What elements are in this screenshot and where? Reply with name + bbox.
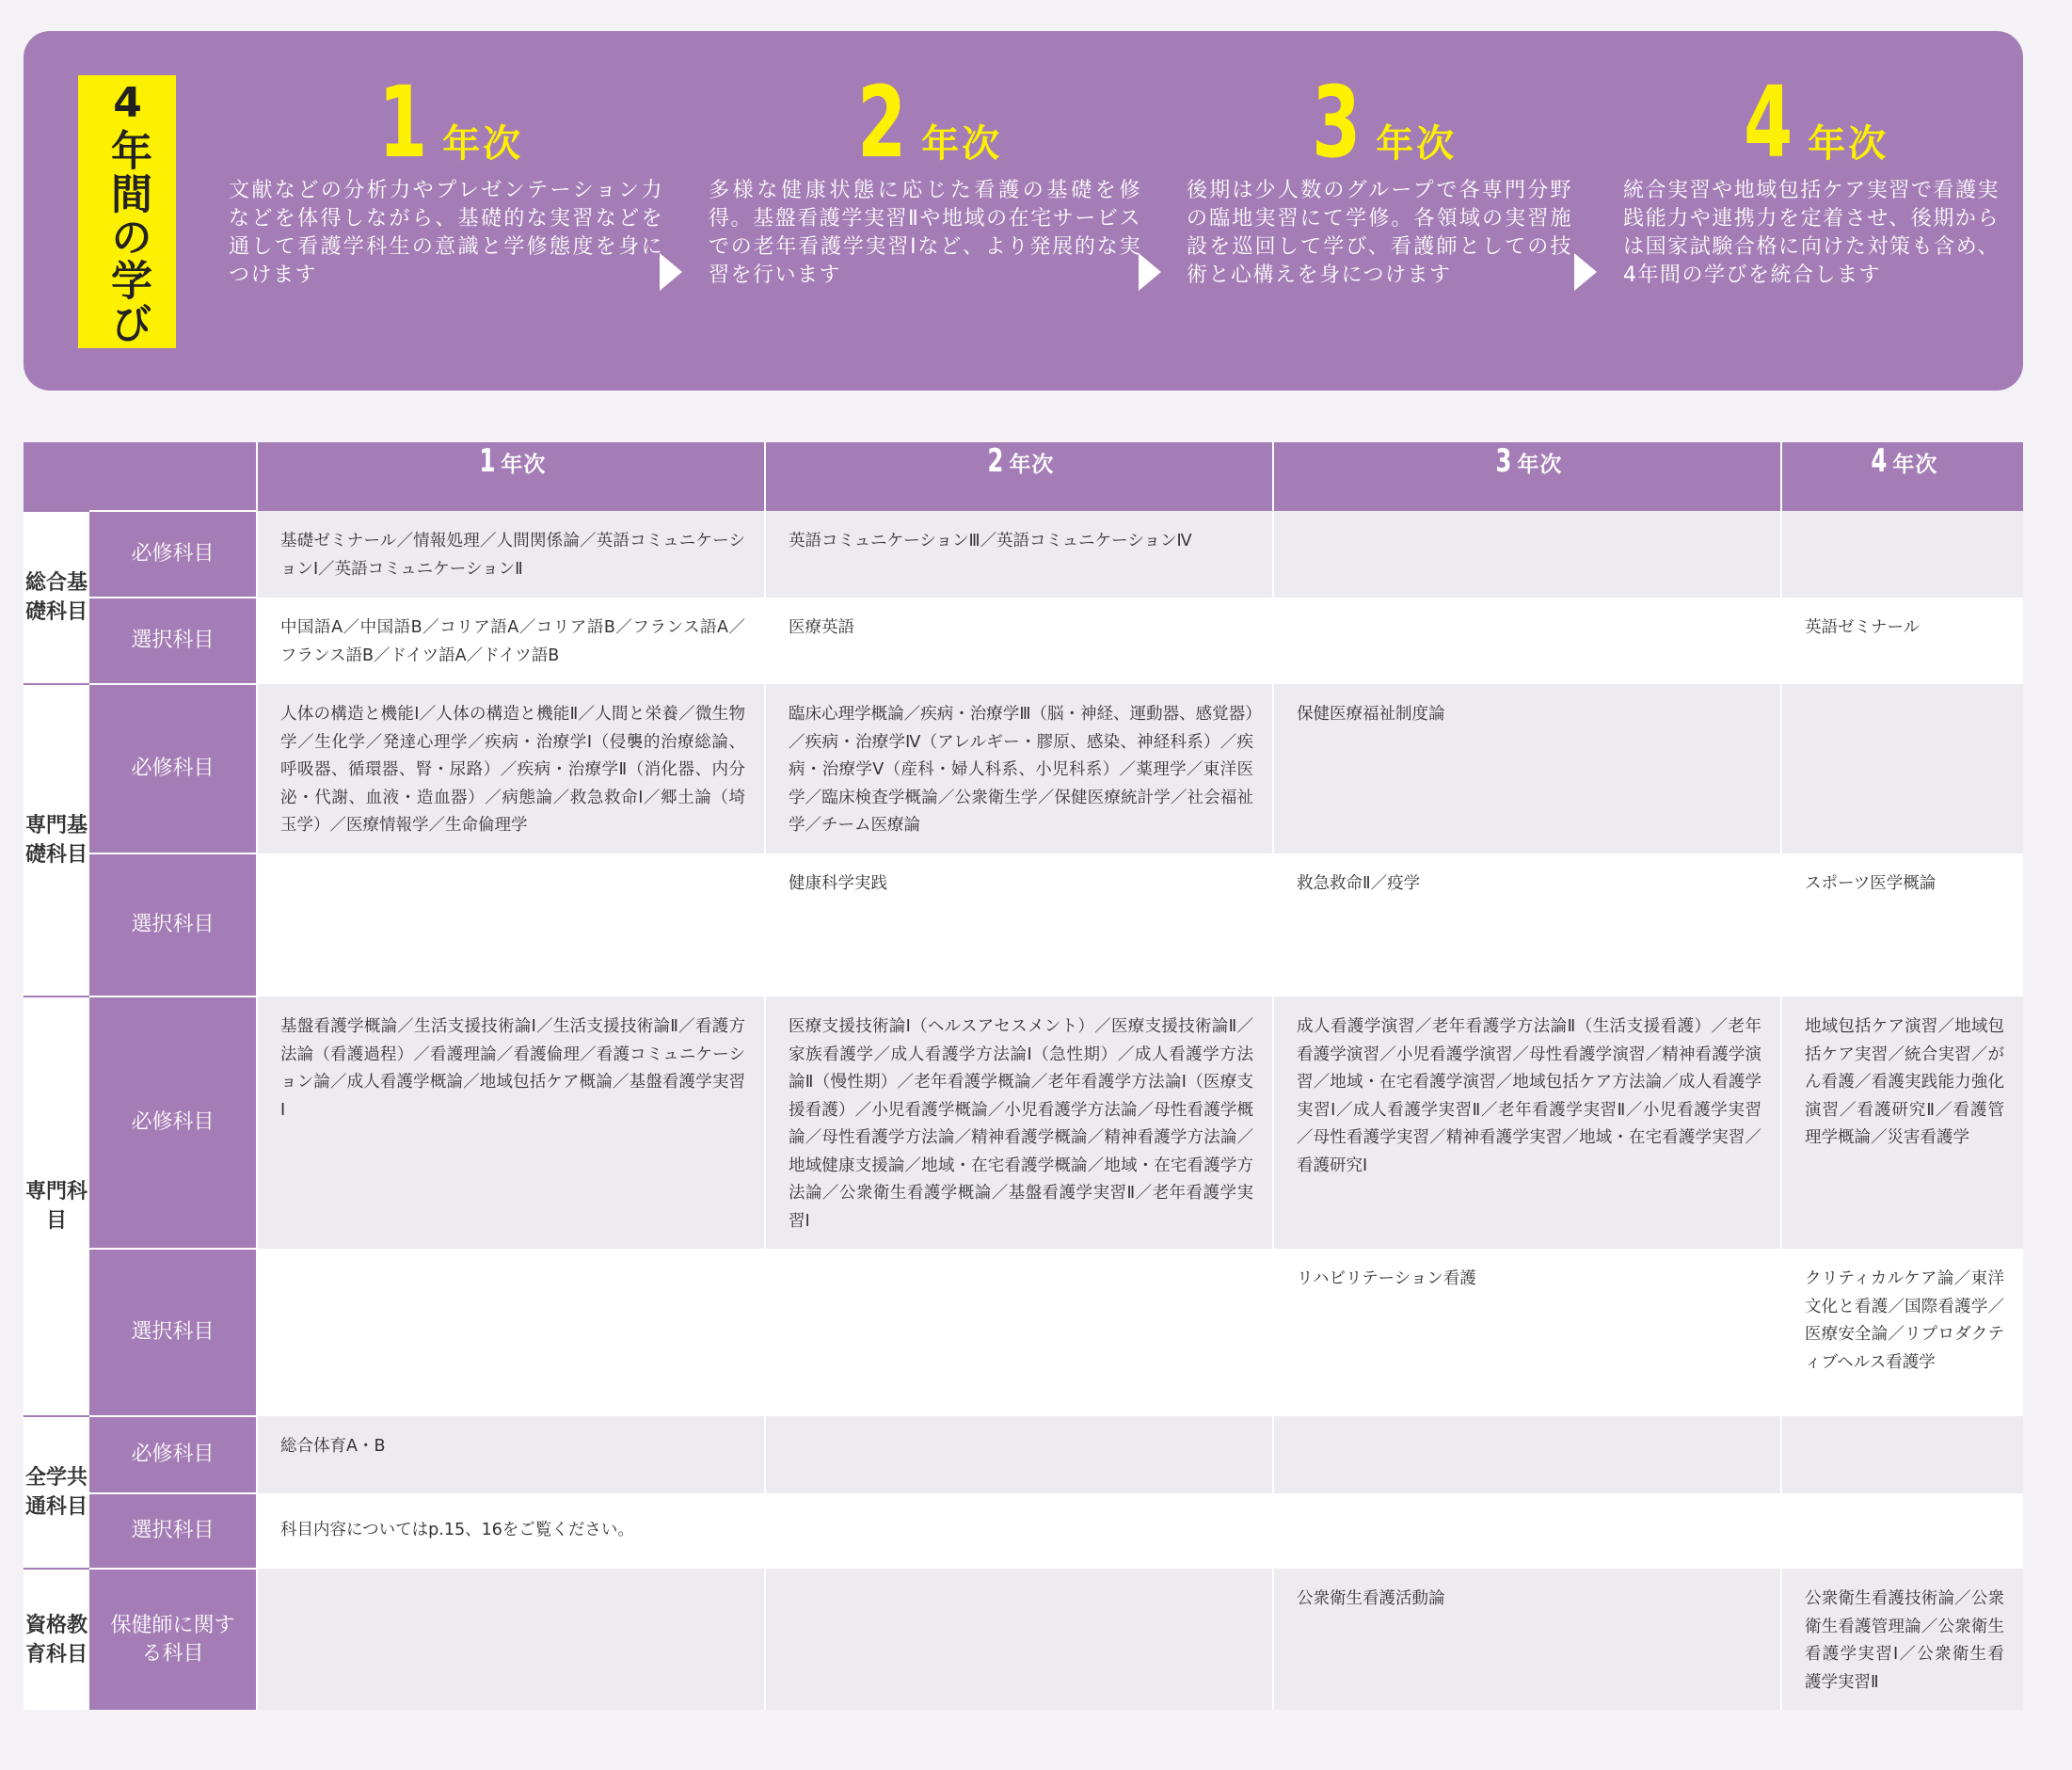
table-row (24, 1569, 2023, 1710)
learning-banner (24, 31, 2023, 391)
arrow-right-icon (1574, 253, 1597, 291)
course-cell: スポーツ医学概論 (1781, 853, 2023, 997)
course-cell: 総合体育A・B (257, 1416, 765, 1493)
elective-note: 科目内容についてはp.15、16をご覧ください。 (257, 1493, 2023, 1569)
course-cell: 保健医療福祉制度論 (1273, 684, 1781, 853)
year-1-summary (229, 65, 663, 290)
course-cell (765, 1416, 1273, 1493)
course-cell: 基盤看護学概論／生活支援技術論Ⅰ／生活支援技術論Ⅱ／看護方法論（看護過程）／看護理論／看護倫理／看護コミュニケーション論／成人看護学概論／地域包括ケア概論／基盤看護学実習Ⅰ (257, 997, 765, 1249)
type-elective: 選択科目 (89, 1493, 257, 1569)
table-row (24, 684, 2023, 853)
header-year-3: 3 年次 (1273, 442, 1781, 511)
year-description: 多様な健康状態に応じた看護の基礎を修得。基盤看護学実習Ⅱや地域の在宅サービスでの老年看護学実習Ⅰなど、より発展的な実習を行います (709, 179, 1141, 287)
year-4-summary (1623, 65, 2000, 290)
course-cell: 医療英語 (765, 598, 1273, 684)
course-cell (1273, 511, 1781, 598)
course-cell: 公衆衛生看護技術論／公衆衛生看護管理論／公衆衛生看護学実習Ⅰ／公衆衛生看護学実習Ⅱ (1781, 1569, 2023, 1710)
course-cell (257, 1249, 765, 1416)
course-cell (1273, 598, 1781, 684)
group-general-basic: 総合基礎科目 (24, 511, 89, 684)
year-2-summary (709, 65, 1141, 290)
header-year-4: 4 年次 (1781, 442, 2023, 511)
group-specialized-basic: 専門基礎科目 (24, 684, 89, 997)
year-description: 統合実習や地域包括ケア実習で看護実践能力や連携力を定着させ、後期からは国家試験合格に向けた対策も含め、4年間の学びを統合します (1623, 179, 2000, 287)
course-cell: 中国語A／中国語B／コリア語A／コリア語B／フランス語A／フランス語B／ドイツ語A／ドイツ語B (257, 598, 765, 684)
year-unit: 年次 (1376, 122, 1458, 166)
course-cell: 臨床心理学概論／疾病・治療学Ⅲ（脳・神経、運動器、感覚器）／疾病・治療学Ⅳ（アレルギー・膠原、感染、神経科系）／疾病・治療学Ⅴ（産科・婦人科系、小児科系）／薬理学／東洋医学／臨床検査学概論／公衆衛生学／保健医療統計学／社会福祉学／チーム医療論 (765, 684, 1273, 853)
course-cell: 人体の構造と機能Ⅰ／人体の構造と機能Ⅱ／人間と栄養／微生物学／生化学／発達心理学／疾病・治療学Ⅰ（侵襲的治療総論、呼吸器、循環器、腎・尿路）／疾病・治療学Ⅱ（消化器、内分泌・代謝、血液・造血器）／病態論／救急救命Ⅰ／郷土論（埼玉学）／医療情報学／生命倫理学 (257, 684, 765, 853)
year-unit: 年次 (442, 122, 524, 166)
course-cell: 基礎ゼミナール／情報処理／人間関係論／英語コミュニケーションⅠ／英語コミュニケーションⅡ (257, 511, 765, 598)
course-cell: 地域包括ケア演習／地域包括ケア実習／統合実習／がん看護／看護実践能力強化演習／看護研究Ⅱ／看護管理学概論／災害看護学 (1781, 997, 2023, 1249)
table-row (24, 1493, 2023, 1569)
year-3-summary (1187, 65, 1572, 290)
year-number: 1 (377, 65, 428, 180)
group-specialized: 専門科目 (24, 997, 89, 1416)
year-description: 文献などの分析力やプレゼンテーション力などを体得しながら、基礎的な実習などを通して看護学科生の意識と学修態度を身につけます (229, 179, 663, 287)
course-cell: リハビリテーション看護 (1273, 1249, 1781, 1416)
year-number: 2 (856, 65, 907, 180)
year-unit: 年次 (921, 122, 1003, 166)
group-qualification: 資格教育科目 (24, 1569, 89, 1710)
type-public-health-nurse: 保健師に関する科目 (89, 1569, 257, 1710)
year-unit: 年次 (1808, 122, 1889, 166)
type-elective: 選択科目 (89, 1249, 257, 1416)
course-cell (257, 853, 765, 997)
table-row (24, 853, 2023, 997)
header-blank (24, 442, 257, 511)
course-cell: 医療支援技術論Ⅰ（ヘルスアセスメント）／医療支援技術論Ⅱ／家族看護学／成人看護学方法論Ⅰ（急性期）／成人看護学方法論Ⅱ（慢性期）／老年看護学概論／老年看護学方法論Ⅰ（医療支援看護）／小児看護学概論／小児看護学方法論／母性看護学概論／母性看護学方法論／精神看護学概論／精神看護学方法論／地域健康支援論／地域・在宅看護学概論／地域・在宅看護学方法論／公衆衛生看護学概論／基盤看護学実習Ⅱ／老年看護学実習Ⅰ (765, 997, 1273, 1249)
table-row (24, 511, 2023, 598)
course-cell (765, 1569, 1273, 1710)
year-number: 3 (1311, 65, 1362, 180)
course-cell: 公衆衛生看護活動論 (1273, 1569, 1781, 1710)
header-row (24, 442, 2023, 511)
year-number: 4 (1743, 65, 1793, 180)
arrow-right-icon (1139, 253, 1161, 291)
course-cell: 救急救命Ⅱ／疫学 (1273, 853, 1781, 997)
type-elective: 選択科目 (89, 598, 257, 684)
badge-label: 4年間の学び (104, 78, 151, 345)
type-required: 必修科目 (89, 997, 257, 1249)
type-required: 必修科目 (89, 1416, 257, 1493)
header-year-2: 2 年次 (765, 442, 1273, 511)
table-row (24, 1249, 2023, 1416)
course-cell (1781, 684, 2023, 853)
four-years-badge (78, 75, 176, 348)
course-cell: 英語コミュニケーションⅢ／英語コミュニケーションⅣ (765, 511, 1273, 598)
table-row (24, 1416, 2023, 1493)
course-cell (1781, 1416, 2023, 1493)
type-required: 必修科目 (89, 511, 257, 598)
header-year-1: 1 年次 (257, 442, 765, 511)
course-cell: 成人看護学演習／老年看護学方法論Ⅱ（生活支援看護）／老年看護学演習／小児看護学演習／母性看護学演習／精神看護学演習／地域・在宅看護学演習／地域包括ケア方法論／成人看護学実習Ⅰ／成人看護学実習Ⅱ／老年看護学実習Ⅱ／小児看護学実習／母性看護学実習／精神看護学実習／地域・在宅看護学実習／看護研究Ⅰ (1273, 997, 1781, 1249)
group-university-common: 全学共通科目 (24, 1416, 89, 1569)
year-description: 後期は少人数のグループで各専門分野の臨地実習にて学修。各領域の実習施設を巡回して学び、看護師としての技術と心構えを身につけます (1187, 179, 1572, 287)
type-required: 必修科目 (89, 684, 257, 853)
type-elective: 選択科目 (89, 853, 257, 997)
course-cell (1273, 1416, 1781, 1493)
arrow-right-icon (660, 253, 682, 291)
table-row (24, 997, 2023, 1249)
curriculum-table (24, 442, 2023, 1710)
table-row (24, 598, 2023, 684)
course-cell (765, 1249, 1273, 1416)
course-cell: 健康科学実践 (765, 853, 1273, 997)
course-cell (257, 1569, 765, 1710)
course-cell: クリティカルケア論／東洋文化と看護／国際看護学／医療安全論／リプロダクティブヘルス看護学 (1781, 1249, 2023, 1416)
course-cell: 英語ゼミナール (1781, 598, 2023, 684)
course-cell (1781, 511, 2023, 598)
